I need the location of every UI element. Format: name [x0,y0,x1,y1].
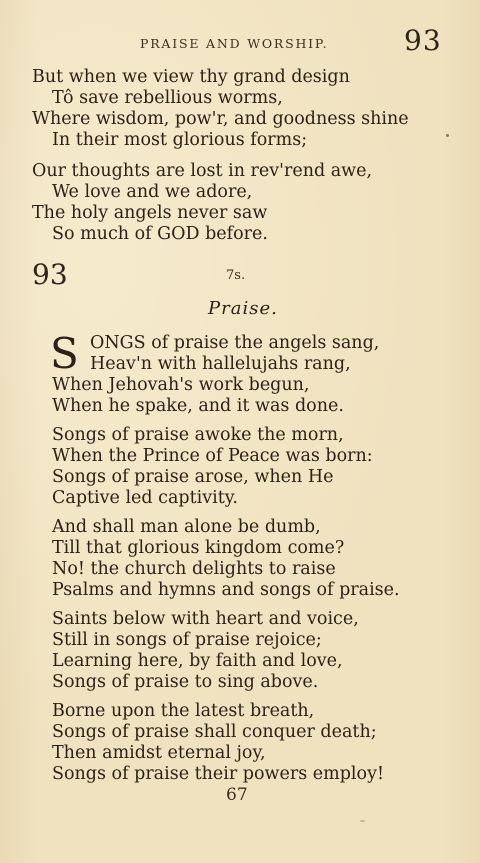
verse-line: Songs of praise to sing above. [52,672,319,692]
hymn-title: Praise. [208,298,278,319]
paper-speck [360,820,365,822]
verse-line: Then amidst eternal joy, [52,743,266,763]
running-head: PRAISE AND WORSHIP. [140,36,329,51]
footer-page-number: 67 [226,785,248,805]
paper-speck [446,134,449,137]
verse-line: Tô save rebellious worms, [52,88,283,108]
header-page-number: 93 [404,24,442,57]
verse-line: When the Prince of Peace was born: [52,446,373,466]
verse-line: But when we view thy grand design [32,67,350,87]
verse-line: The holy angels never saw [32,203,268,223]
verse-line: ONGS of praise the angels sang, [90,333,380,353]
verse-line: Where wisdom, pow'r, and goodness shine [32,109,409,129]
verse-line: When Jehovah's work begun, [52,375,310,395]
verse-line: Songs of praise shall conquer death; [52,722,377,742]
verse-line: Learning here, by faith and love, [52,651,343,671]
hymn-number: 93 [32,258,68,291]
verse-line: Songs of praise arose, when He [52,467,334,487]
verse-line: So much of GOD before. [52,224,268,244]
verse-line: Saints below with heart and voice, [52,609,359,629]
verse-line: Our thoughts are lost in rev'rend awe, [32,161,373,181]
verse-line: Psalms and hymns and songs of praise. [52,580,400,600]
verse-line: Songs of praise their powers employ! [52,764,384,784]
verse-line: Captive led captivity. [52,488,238,508]
verse-line: Heav'n with hallelujahs rang, [90,354,351,374]
verse-line: Borne upon the latest breath, [52,701,315,721]
verse-line: No! the church delights to raise [52,559,336,579]
verse-line: Songs of praise awoke the morn, [52,425,344,445]
drop-cap: S [50,329,79,378]
verse-line: Till that glorious kingdom come? [52,538,345,558]
page-header [0,22,480,62]
verse-line: And shall man alone be dumb, [52,517,321,537]
verse-line: Still in songs of praise rejoice; [52,630,322,650]
verse-line: In their most glorious forms; [52,130,308,150]
verse-line: When he spake, and it was done. [52,396,344,416]
verse-line: We love and we adore, [52,182,253,202]
hymn-meter: 7s. [226,268,246,283]
